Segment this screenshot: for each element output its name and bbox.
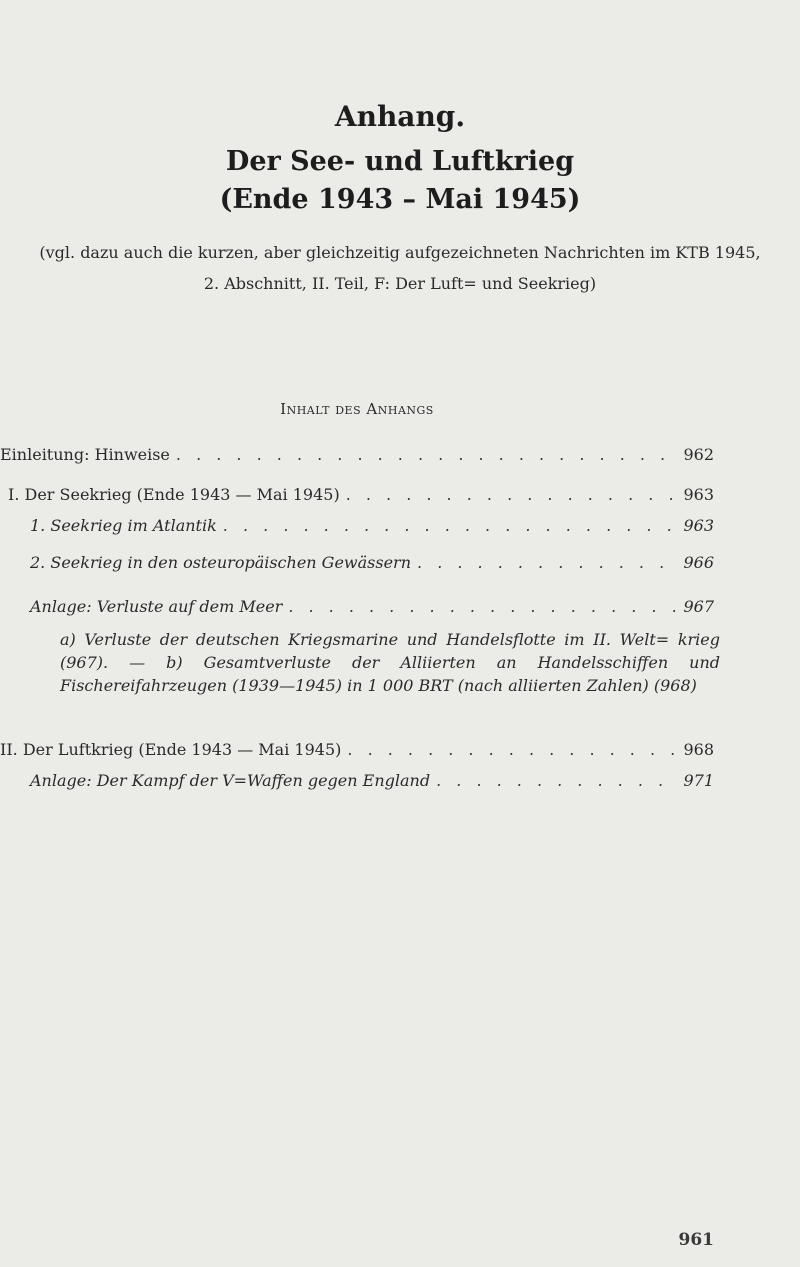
toc-label: 1. Seekrieg im Atlantik: [30, 516, 217, 535]
toc-leader: [288, 597, 677, 616]
contents-heading: Inhalt des Anhangs: [280, 400, 434, 418]
toc-label: Einleitung: Hinweise: [0, 445, 170, 464]
toc-label: Anlage: Der Kampf der V=Waffen gegen England: [30, 771, 431, 790]
toc-label: I. Der Seekrieg (Ende 1943 — Mai 1945): [8, 485, 340, 504]
title-line-1: Anhang.: [334, 100, 466, 133]
toc-page: 966: [683, 553, 714, 572]
toc-page: 971: [683, 771, 714, 790]
toc-leader: [347, 740, 677, 759]
title-line-2: Der See- und Luftkrieg: [225, 146, 575, 177]
toc-label: 2. Seekrieg in den osteuropäischen Gewässern: [30, 553, 412, 572]
toc-entry-seekrieg: [8, 485, 714, 504]
toc-page: 962: [683, 445, 714, 464]
toc-leader: [417, 553, 677, 572]
toc-entry-introduction: [0, 445, 714, 464]
toc-entry-luftkrieg: [0, 740, 714, 759]
reference-note-line-1: (vgl. dazu auch die kurzen, aber gleichzeitig aufgezeichneten Nachrichten im KTB 1945,: [39, 243, 761, 262]
title-line-3: (Ende 1943 – Mai 1945): [219, 184, 581, 215]
toc-entry-anlage-verluste: [30, 597, 714, 616]
toc-leader: [346, 485, 678, 504]
toc-page: 963: [683, 516, 714, 535]
reference-note-line-2: 2. Abschnitt, II. Teil, F: Der Luft= und Seekrieg): [203, 274, 597, 293]
toc-entry-anlage-v-waffen: [30, 771, 714, 790]
toc-page: 967: [683, 597, 714, 616]
toc-label: II. Der Luftkrieg (Ende 1943 — Mai 1945): [0, 740, 342, 759]
toc-label: Anlage: Verluste auf dem Meer: [30, 597, 283, 616]
page-number: 961: [678, 1230, 714, 1250]
toc-page: 968: [683, 740, 714, 759]
toc-leader: [223, 516, 678, 535]
toc-sub-entry-verluste: a) Verluste der deutschen Kriegsmarine und Handelsflotte im II. Welt= krieg (967). — b) Gesamtverluste der Alliierten an Handelsschiffen und Fischereifahrzeugen (1939—1945) in 1 000 BRT (nach alliierten Zahlen) (968): [60, 630, 720, 695]
toc-leader: [176, 445, 678, 464]
toc-leader: [436, 771, 677, 790]
toc-entry-osteuropa: [30, 553, 714, 572]
toc-page: 963: [683, 485, 714, 504]
toc-entry-atlantik: [30, 516, 714, 535]
